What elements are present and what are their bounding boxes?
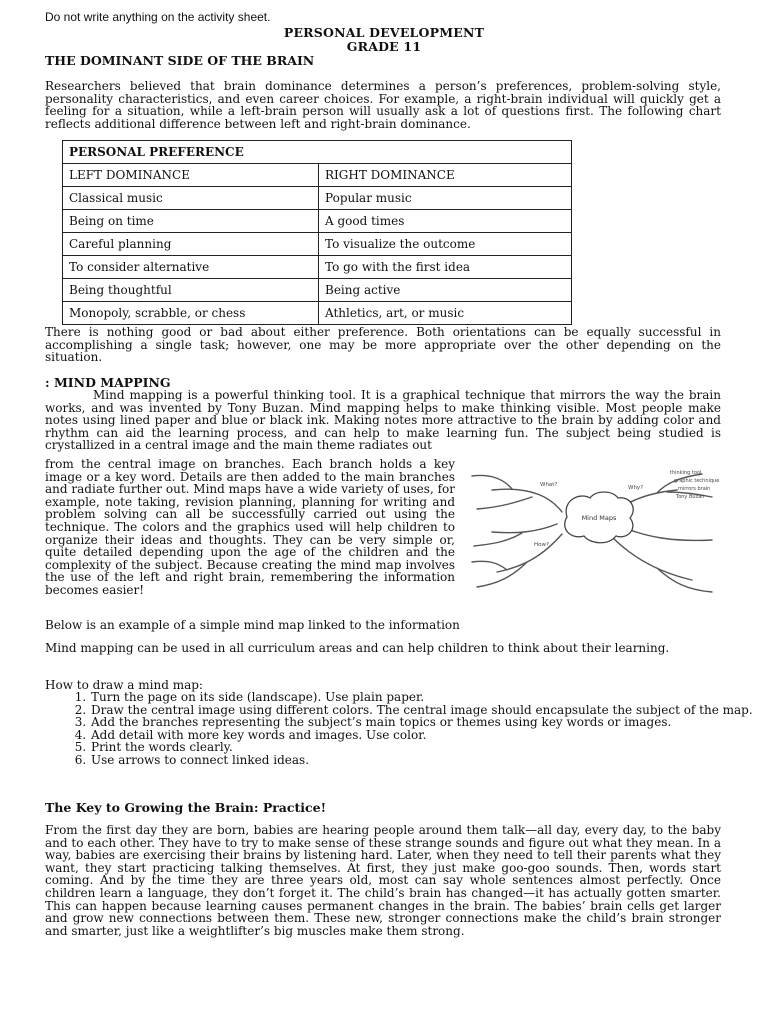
section-heading-growing-brain: The Key to Growing the Brain: Practice! — [45, 800, 327, 815]
table-cell: To visualize the outcome — [319, 233, 572, 256]
section-heading-mind-mapping: : MIND MAPPING — [45, 375, 171, 390]
table-header-row — [63, 164, 572, 187]
curriculum-paragraph: Mind mapping can be used in all curriculum areas and can help children to think about their learning. — [45, 641, 670, 655]
mind-map-steps — [45, 691, 766, 767]
column-header-left: LEFT DOMINANCE — [63, 164, 319, 187]
mind-map-branch-how: How? — [534, 542, 549, 548]
table-cell: Classical music — [63, 187, 319, 210]
list-item: 2. Draw the central image using different colors. The central image should encapsulate the subject of the map. — [90, 704, 766, 717]
table-title: PERSONAL PREFERENCE — [63, 141, 572, 164]
preference-table — [62, 140, 572, 325]
section-heading-brain: THE DOMINANT SIDE OF THE BRAIN — [45, 53, 315, 68]
intro-paragraph: Researchers believed that brain dominance determines a person’s preferences, problem-solving style, personality characteristics, and even career choices. For example, a right-brain individual will quickly get a feeling for a situation, while a left-brain person will usually ask a lot of questions first. The following chart reflects additional difference between left and right-brain dominance. — [45, 79, 721, 131]
after-table-paragraph: There is nothing good or bad about either preference. Both orientations can be equally successful in accomplishing a single task; however, one may be more appropriate over the other depending on the situation. — [45, 325, 721, 365]
mind-map-image — [462, 462, 728, 600]
mind-map-note: thinking tool — [670, 470, 702, 476]
table-cell: Careful planning — [63, 233, 319, 256]
list-item: 4. Add detail with more key words and images. Use color. — [90, 729, 766, 742]
table-cell: To consider alternative — [63, 256, 319, 279]
mind-map-note: graphic technique — [674, 478, 720, 484]
table-cell: Being active — [319, 279, 572, 302]
table-cell: Being thoughtful — [63, 279, 319, 302]
mind-mapping-paragraph-continued: from the central image on branches. Each branch holds a key image or a key word. Details are then added to the main branches and radiate further out. Mind maps have a wide variety of uses, for example, note taking, revision planning, planning for writing and problem solving can all be successfully carried out using the technique. The colors and the graphics used will help children to organize their ideas and thoughts. They can be very simple or, quite detailed depending upon the age of the children and the complexity of the subject. Because creating the mind map involves the use of the left and right brain, remembering the information becomes easier! — [45, 457, 455, 597]
table-row — [63, 210, 572, 233]
table-cell: Monopoly, scrabble, or chess — [63, 302, 319, 325]
growing-brain-paragraph: From the first day they are born, babies are hearing people around them talk—all day, every day, to the baby and to each other. They have to try to make sense of these strange sounds and figure out what they mean. In a way, babies are exercising their brains by listening hard. Later, when they need to tell their parents what they want, they start practicing talking themselves. At first, they just make goo-goo sounds. Then, words start coming. And by the time they are three years old, most can say whole sentences almost perfectly. Once children learn a language, they don’t forget it. The child’s brain has changed—it has actually gotten smarter. This can happen because learning causes permanent changes in the brain. The babies’ brain cells get larger and grow new connections between them. These new, stronger connections make the child’s brain stronger and smarter, just like a weightlifter’s big muscles make them strong. — [45, 823, 721, 938]
column-header-right: RIGHT DOMINANCE — [319, 164, 572, 187]
table-cell: Athletics, art, or music — [319, 302, 572, 325]
mind-map-branch-why: Why? — [628, 485, 644, 491]
mind-map-note: Tony Buzan — [676, 494, 705, 500]
how-to-heading: How to draw a mind map: — [45, 678, 203, 692]
table-row — [63, 187, 572, 210]
table-title-row — [63, 141, 572, 164]
grade-title: GRADE 11 — [346, 39, 422, 54]
subject-title: PERSONAL DEVELOPMENT — [283, 25, 485, 40]
notice-text: Do not write anything on the activity sheet. — [45, 10, 271, 24]
mind-map-branch-what: What? — [540, 482, 558, 488]
list-item: 6. Use arrows to connect linked ideas. — [90, 754, 766, 767]
table-row — [63, 302, 572, 325]
mind-map-note: mirrors brain — [678, 486, 711, 492]
list-item: 3. Add the branches representing the subject’s main topics or themes using key words or images. — [90, 716, 766, 729]
below-example-text: Below is an example of a simple mind map linked to the information — [45, 618, 460, 632]
mind-mapping-paragraph: Mind mapping is a powerful thinking tool. It is a graphical technique that mirrors the way the brain works, and was invented by Tony Buzan. Mind mapping helps to make thinking visible. Most people make notes using lined paper and blue or black ink. Making notes more attractive to the brain by adding color and rhythm can aid the learning process, and can help to make learning fun. The subject being studied is crystallized in a central image and the main theme radiates out — [45, 388, 721, 453]
table-cell: To go with the first idea — [319, 256, 572, 279]
table-row — [63, 279, 572, 302]
table-cell: Popular music — [319, 187, 572, 210]
table-row — [63, 256, 572, 279]
table-cell: Being on time — [63, 210, 319, 233]
table-cell: A good times — [319, 210, 572, 233]
mind-map-center-label: Mind Maps — [581, 514, 617, 522]
list-item: 1. Turn the page on its side (landscape). Use plain paper. — [90, 691, 766, 704]
list-item: 5. Print the words clearly. — [90, 741, 766, 754]
table-row — [63, 233, 572, 256]
